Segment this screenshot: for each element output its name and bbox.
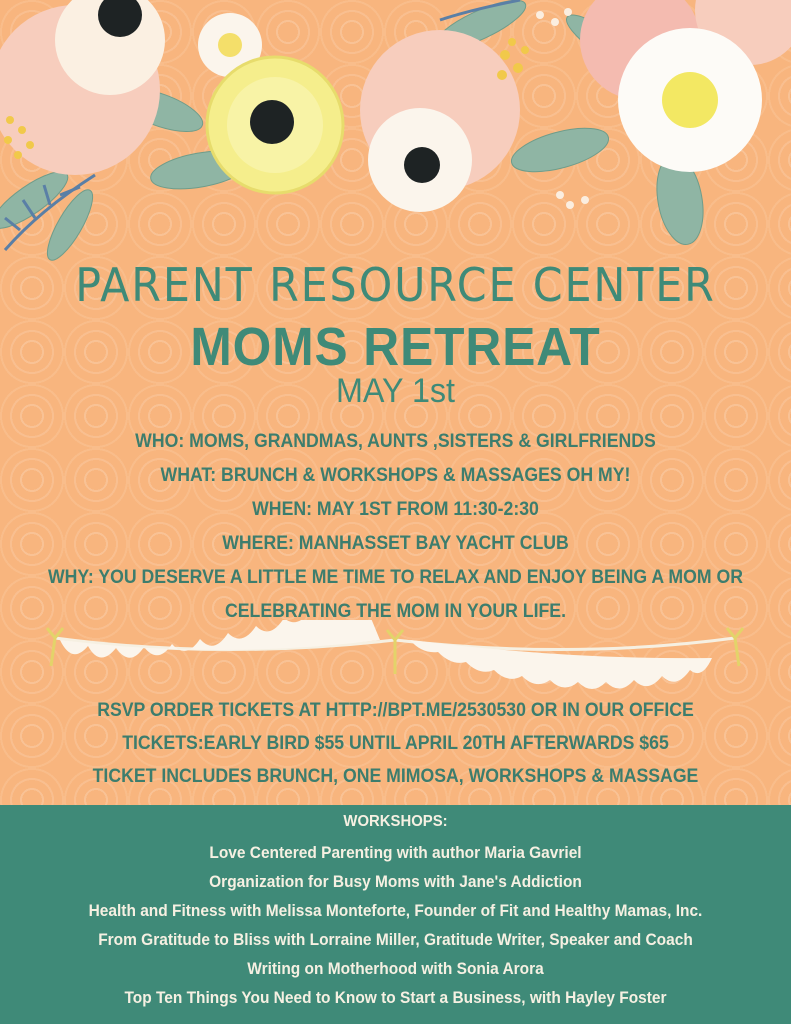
bunting-banner-decoration — [40, 620, 751, 692]
detail-when: WHEN: MAY 1ST FROM 11:30-2:30 — [252, 499, 539, 520]
workshop-item: Organization for Busy Moms with Jane's Addiction — [209, 872, 582, 891]
event-details — [10, 425, 781, 629]
workshops-panel — [0, 805, 791, 1024]
event-date: MAY 1st — [335, 372, 456, 410]
detail-why: WHY: YOU DESERVE A LITTLE ME TIME TO RELAX AND ENJOY BEING A MOM OR — [47, 567, 744, 588]
ticket-rsvp: RSVP ORDER TICKETS AT HTTP://BPT.ME/2530530 OR IN OUR OFFICE — [97, 700, 694, 721]
workshop-item: Writing on Motherhood with Sonia Arora — [247, 959, 544, 978]
workshop-item: Love Centered Parenting with author Maria Gavriel — [209, 843, 582, 862]
ticket-includes: TICKET INCLUDES BRUNCH, ONE MIMOSA, WORKSHOPS & MASSAGE — [92, 766, 699, 787]
detail-where: WHERE: MANHASSET BAY YACHT CLUB — [222, 533, 569, 554]
workshops-list — [0, 838, 791, 1012]
workshop-item: From Gratitude to Bliss with Lorraine Miller, Gratitude Writer, Speaker and Coach — [98, 930, 693, 949]
workshop-item: Health and Fitness with Melissa Monteforte, Founder of Fit and Healthy Mamas, Inc. — [88, 901, 703, 920]
ticket-price: TICKETS:EARLY BIRD $55 UNTIL APRIL 20TH AFTERWARDS $65 — [122, 733, 669, 754]
organization-name: PARENT RESOURCE CENTER — [75, 258, 716, 312]
detail-who: WHO: MOMS, GRANDMAS, AUNTS ,SISTERS & GIRLFRIENDS — [135, 431, 656, 452]
workshop-item: Top Ten Things You Need to Know to Start a Business, with Hayley Foster — [124, 988, 667, 1007]
detail-why-continued: CELEBRATING THE MOM IN YOUR LIFE. — [225, 601, 566, 622]
floral-garland-decoration — [0, 0, 791, 275]
ticket-info — [10, 694, 781, 793]
workshops-title: WORKSHOPS: — [343, 813, 448, 830]
detail-what: WHAT: BRUNCH & WORKSHOPS & MASSAGES OH MY! — [160, 465, 631, 486]
event-title: MOMS RETREAT — [190, 317, 601, 377]
